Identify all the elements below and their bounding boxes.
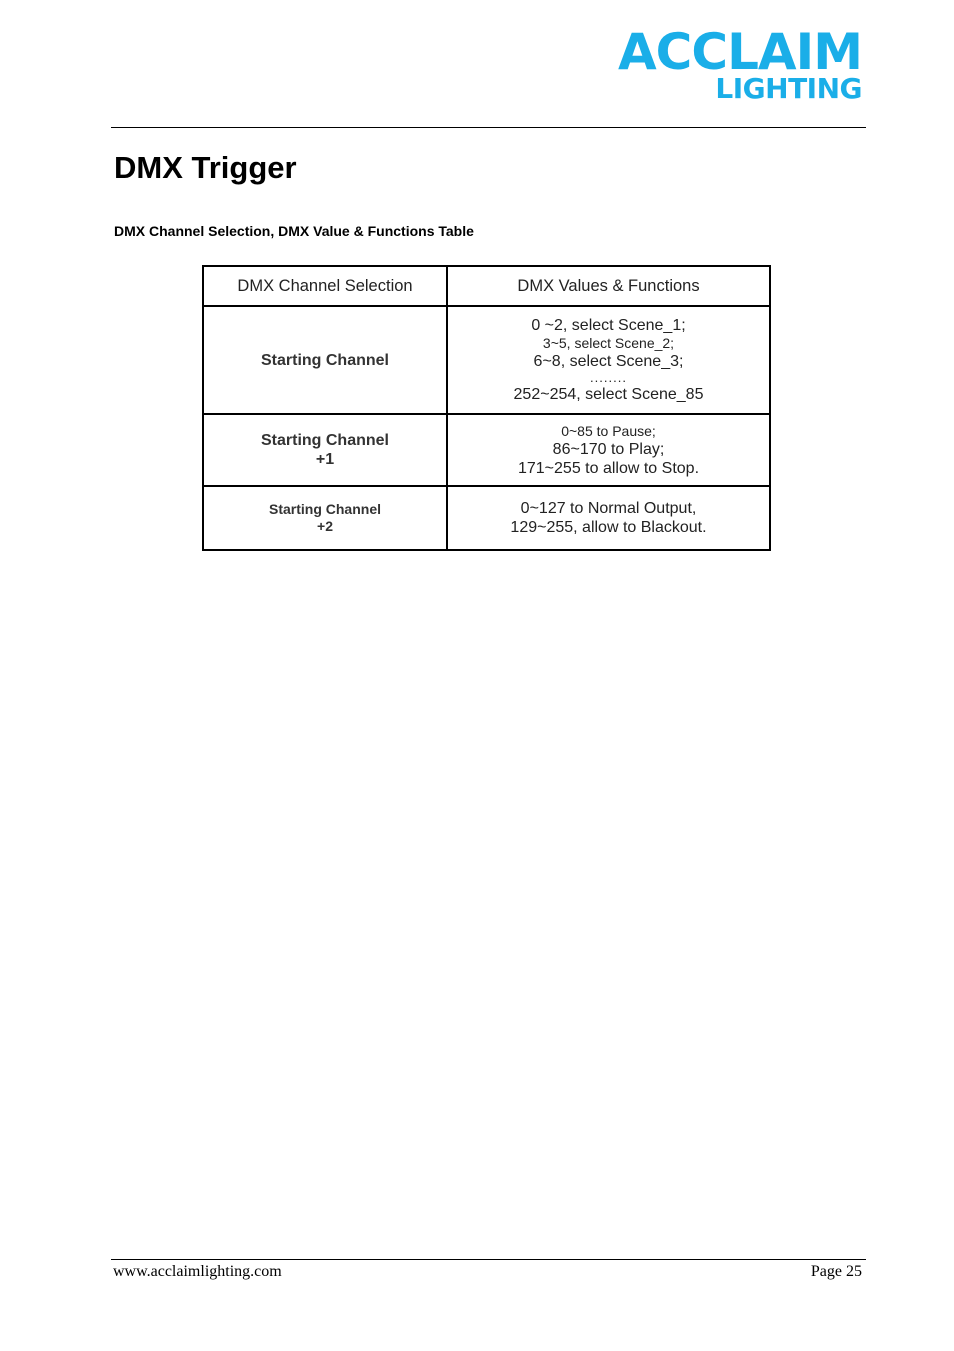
footer-page-number: Page 25 — [810, 1263, 862, 1280]
acclaim-lighting-logo — [604, 23, 866, 105]
dmx-functions-table — [202, 265, 771, 551]
header-channel-selection: DMX Channel Selection — [203, 266, 447, 306]
page-title: DMX Trigger — [114, 150, 297, 185]
channel-cell — [203, 486, 447, 550]
channel-label: Starting Channel — [268, 501, 381, 517]
function-ellipsis: ........ — [590, 370, 627, 385]
functions-cell — [447, 414, 770, 486]
functions-cell — [447, 486, 770, 550]
channel-label: Starting Channel — [260, 432, 389, 449]
table-row — [203, 414, 770, 486]
function-line: 6~8, select Scene_3; — [533, 353, 684, 370]
function-line: 171~255 to allow to Stop. — [517, 459, 700, 477]
table-row — [203, 486, 770, 550]
logo-wordmark: ACCLAIM — [617, 23, 862, 81]
function-line: 86~170 to Play; — [552, 440, 665, 458]
channel-offset: +2 — [317, 518, 333, 534]
channel-offset: +1 — [315, 451, 335, 468]
function-line: 252~254, select Scene_85 — [513, 386, 704, 403]
channel-cell — [203, 414, 447, 486]
footer-website: www.acclaimlighting.com — [113, 1263, 282, 1280]
function-line: 3~5, select Scene_2; — [542, 335, 675, 351]
channel-label: Starting Channel — [260, 351, 389, 369]
function-line: 129~255, allow to Blackout. — [510, 519, 707, 536]
table-caption: DMX Channel Selection, DMX Value & Functions Table — [114, 223, 474, 239]
table-row — [203, 306, 770, 414]
function-line: 0~127 to Normal Output, — [520, 500, 697, 517]
header-values-functions: DMX Values & Functions — [447, 266, 770, 306]
channel-cell — [203, 306, 447, 414]
table-header-row — [203, 266, 770, 306]
logo-subtext: LIGHTING — [715, 72, 862, 105]
function-line: 0~85 to Pause; — [561, 422, 656, 439]
footer-divider — [111, 1259, 866, 1260]
functions-cell — [447, 306, 770, 414]
function-line: 0 ~2, select Scene_1; — [531, 317, 686, 334]
header-divider — [111, 127, 866, 128]
